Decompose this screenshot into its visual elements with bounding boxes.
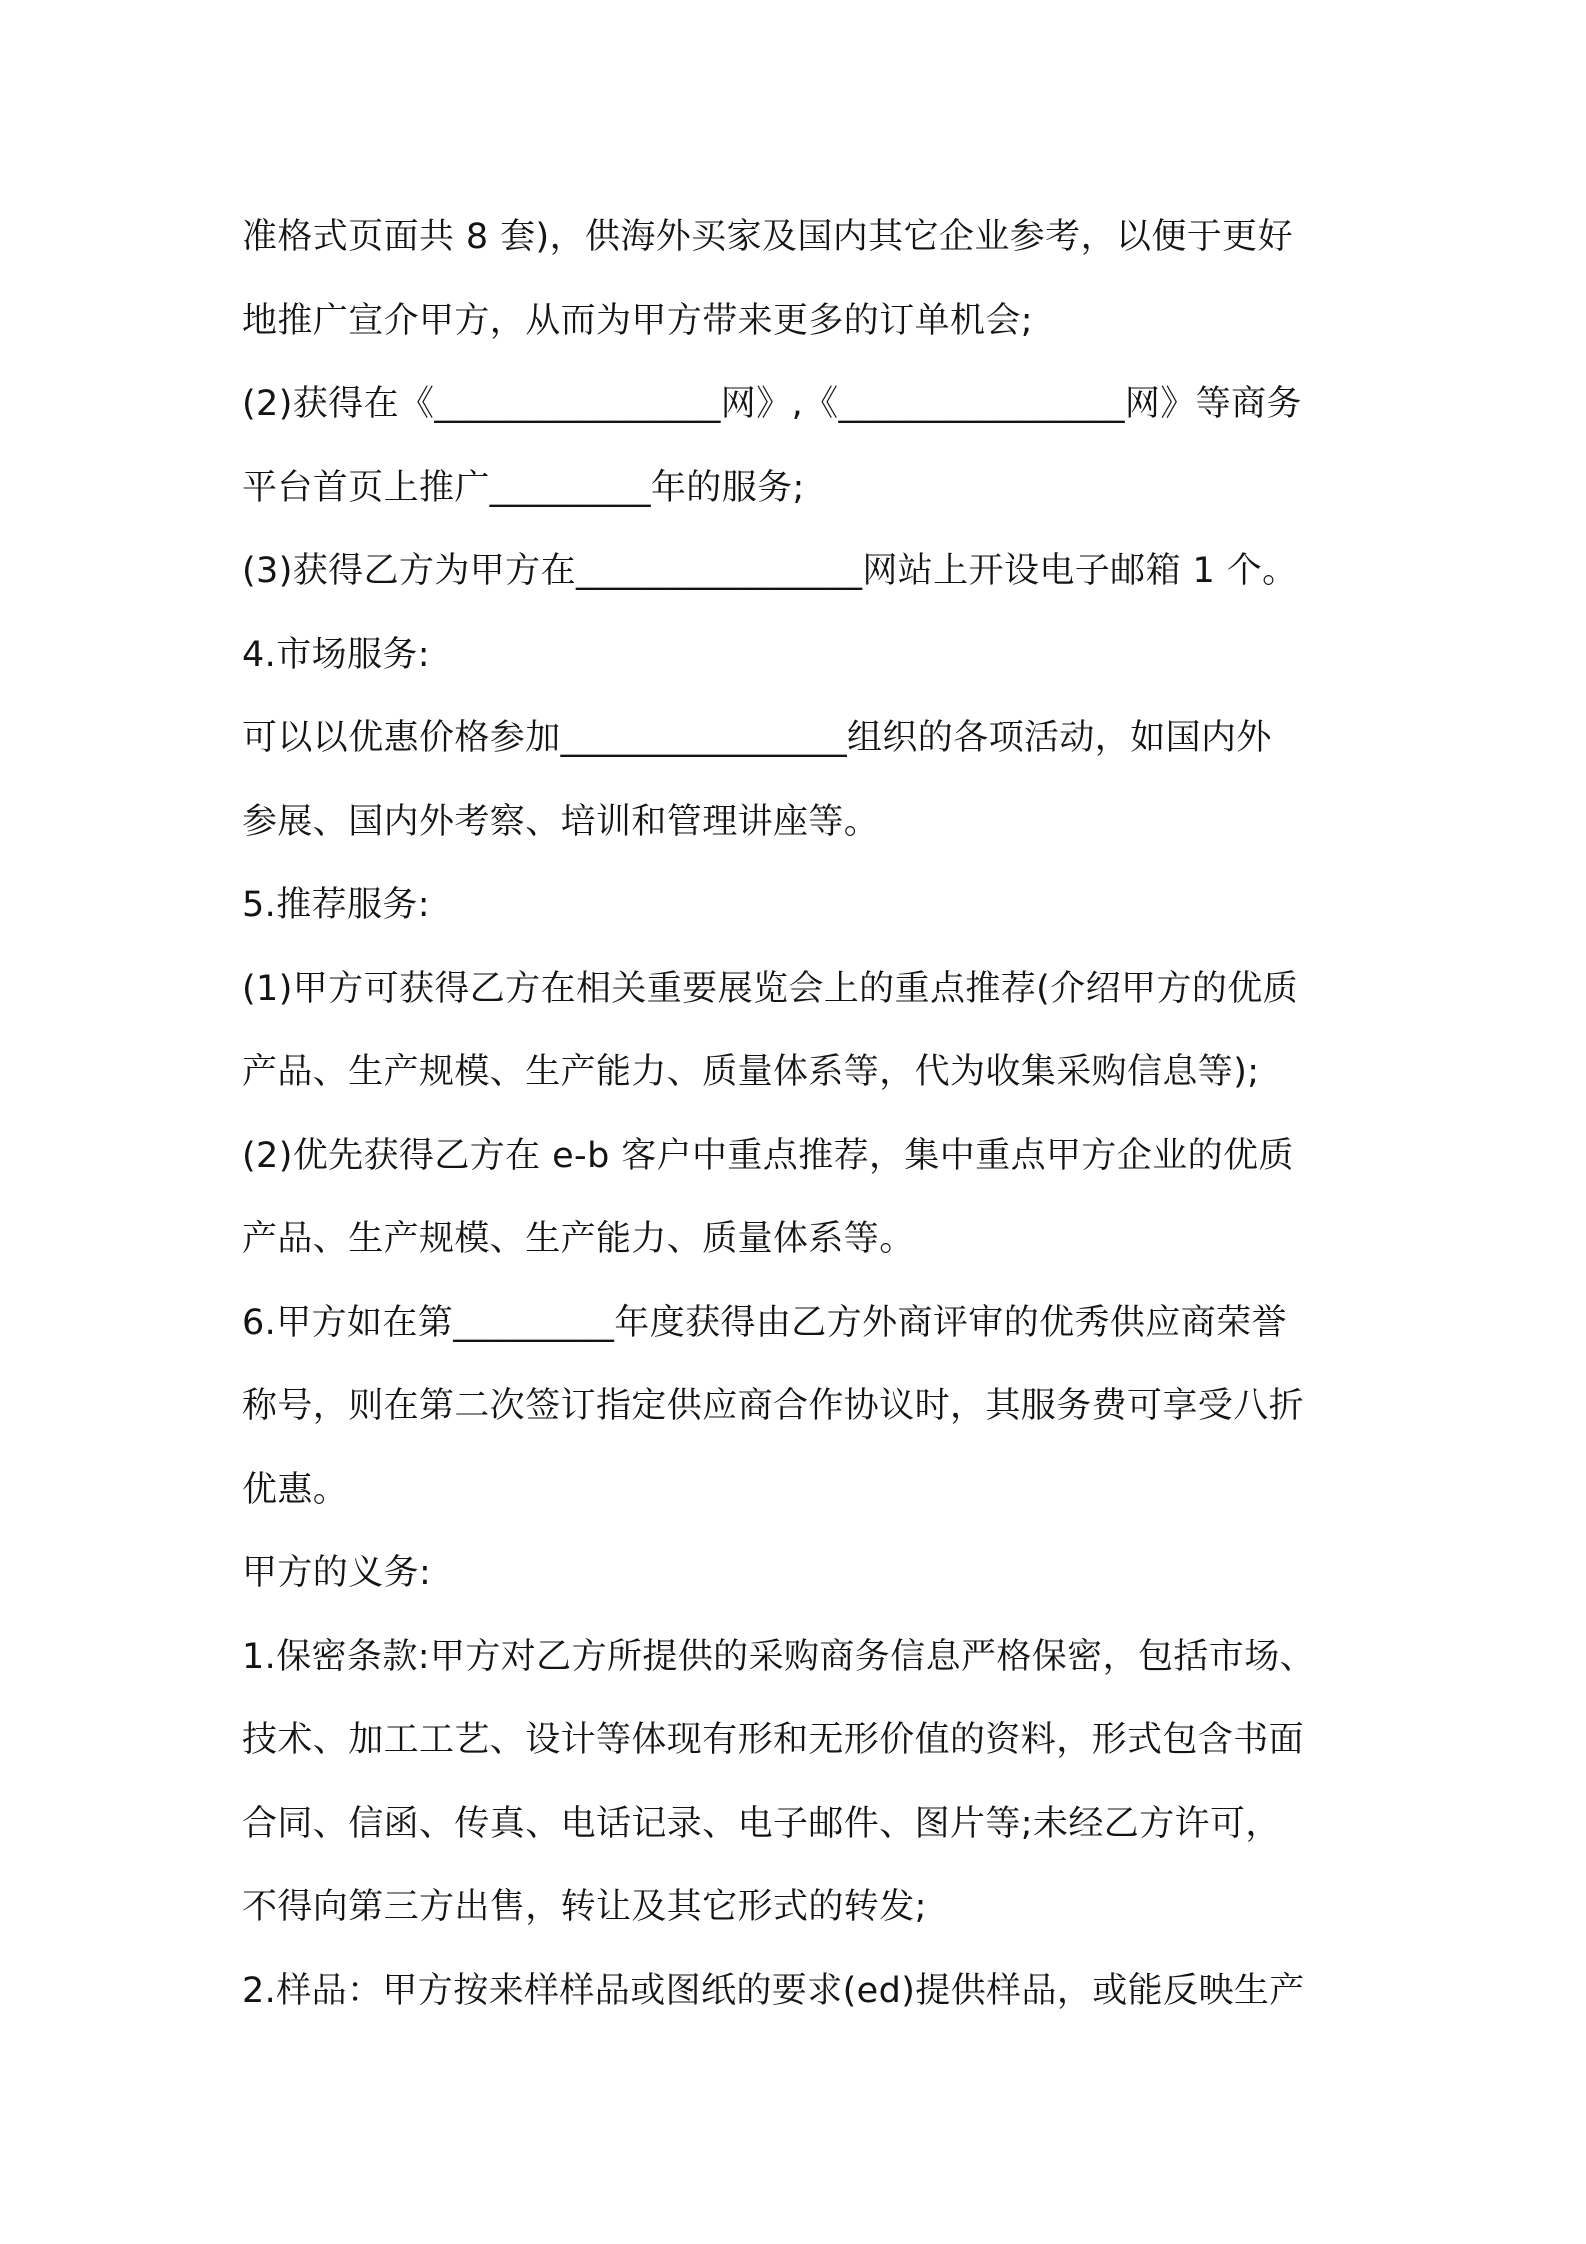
text-line: 优惠。: [242, 1469, 349, 1510]
text-line: 产品、生产规模、生产能力、质量体系等。: [242, 1219, 915, 1259]
text-line: 可以以优惠价格参加________________组织的各项活动，如国内外: [242, 718, 1272, 758]
text-line: (2)优先获得乙方在 e-b 客户中重点推荐，集中重点甲方企业的优质: [242, 1135, 1294, 1176]
paragraph-item-6-discount: [242, 1282, 1362, 1533]
text-line: (2)获得在《________________网》,《________________网》等商务: [242, 384, 1302, 424]
text-line: (1)甲方可获得乙方在相关重要展览会上的重点推荐(介绍甲方的优质: [242, 968, 1299, 1009]
paragraph-recommendation-2: [242, 1115, 1362, 1282]
text-line: 合同、信函、传真、电话记录、电子邮件、图片等;未经乙方许可，: [242, 1803, 1281, 1844]
paragraph-confidentiality: [242, 1616, 1362, 1950]
text-line: 不得向第三方出售，转让及其它形式的转发;: [242, 1887, 927, 1927]
paragraph-samples: [242, 1950, 1362, 2034]
paragraph-item-2-website-promotion: [242, 363, 1362, 530]
text-line: 技术、加工工艺、设计等体现有形和无形价值的资料，形式包含书面: [242, 1720, 1305, 1760]
text-line: 1.保密条款:甲方对乙方所提供的采购商务信息严格保密，包括市场、: [242, 1636, 1315, 1677]
document-body: [242, 196, 1362, 2033]
section-heading-recommendation-service: [242, 864, 1362, 948]
text-line: 称号，则在第二次签订指定供应商合作协议时，其服务费可享受八折: [242, 1386, 1305, 1426]
text-line: 2.样品：甲方按来样样品或图纸的要求(ed)提供样品，或能反映生产: [242, 1970, 1305, 2011]
paragraph-item-3-email: [242, 530, 1362, 614]
section-heading-market-service: [242, 614, 1362, 698]
text-line: 参展、国内外考察、培训和管理讲座等。: [242, 801, 880, 842]
text-line: 平台首页上推广_________年的服务;: [242, 467, 805, 508]
text-line: 4.市场服务:: [242, 634, 430, 675]
text-line: 产品、生产规模、生产能力、质量体系等，代为收集采购信息等);: [242, 1052, 1260, 1092]
text-line: 准格式页面共 8 套)，供海外买家及国内其它企业参考，以便于更好: [242, 217, 1293, 257]
paragraph-service-intro-end: [242, 196, 1362, 363]
text-line: 6.甲方如在第_________年度获得由乙方外商评审的优秀供应商荣誉: [242, 1302, 1287, 1343]
paragraph-recommendation-1: [242, 948, 1362, 1115]
paragraph-market-service: [242, 697, 1362, 864]
text-line: 5.推荐服务:: [242, 885, 430, 925]
text-line: 地推广宣介甲方，从而为甲方带来更多的订单机会;: [242, 300, 1033, 341]
text-line: (3)获得乙方为甲方在________________网站上开设电子邮箱 1 个。: [242, 551, 1298, 591]
text-line: 甲方的义务:: [242, 1553, 432, 1593]
section-heading-party-a-obligations: [242, 1532, 1362, 1616]
